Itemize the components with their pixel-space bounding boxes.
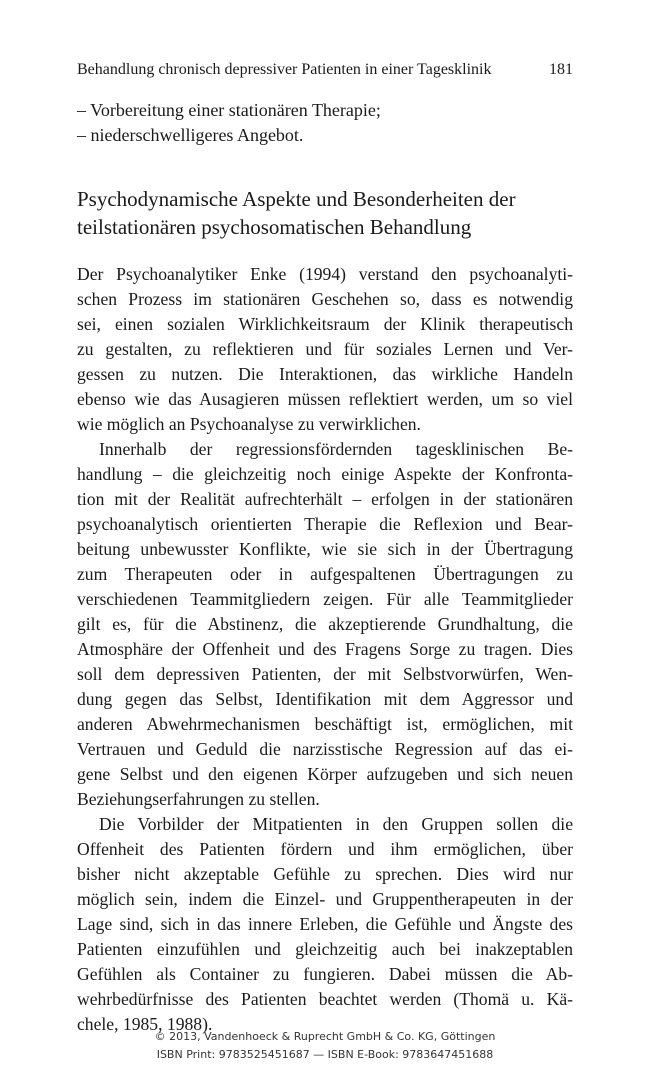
text-line: anderen Abwehrmechanismen beschäftigt ist, ermöglichen, mit bbox=[77, 714, 573, 734]
text-line: möglich sein, indem die Einzel- und Gruppentherapeuten in der bbox=[77, 889, 573, 909]
text-line: dung gegen das Selbst, Identifikation mit dem Aggressor und bbox=[77, 689, 573, 709]
text-line: beitung unbewusster Konflikte, wie sie sich in der Übertragung bbox=[77, 539, 573, 559]
bullet-list bbox=[77, 98, 573, 148]
text-line: verschiedenen Teammitgliedern zeigen. Für alle Teammitglieder bbox=[77, 589, 573, 609]
text-line: soll dem depressiven Patienten, der mit Selbstvorwürfen, Wen- bbox=[77, 664, 573, 684]
text-line: psychoanalytisch orientierten Therapie die Reflexion und Bear- bbox=[77, 514, 573, 534]
text-line: Vertrauen und Geduld die narzisstische Regression auf das ei- bbox=[77, 739, 573, 759]
text-line: Die Vorbilder der Mitpatienten in den Gruppen sollen die bbox=[99, 814, 573, 834]
text-line: Lage sind, sich in das innere Erleben, die Gefühle und Ängste des bbox=[77, 914, 573, 934]
text-line: Patienten einzufühlen und gleichzeitig auch bei inakzeptablen bbox=[77, 939, 573, 959]
list-item: – niederschwelligeres Angebot. bbox=[77, 125, 304, 145]
text-line: zu gestalten, zu reflektieren und für soziales Lernen und Ver- bbox=[77, 339, 573, 359]
text-line: gene Selbst und den eigenen Körper aufzugeben und sich neuen bbox=[77, 764, 573, 784]
text-line: Offenheit des Patienten fördern und ihm ermöglichen, über bbox=[77, 839, 573, 859]
text-line: sei, einen sozialen Wirklichkeitsraum der Klinik therapeutisch bbox=[77, 314, 573, 334]
text-line: tion mit der Realität aufrechterhält – erfolgen in der stationären bbox=[77, 489, 573, 509]
section-heading-line: Psychodynamische Aspekte und Besonderheiten der bbox=[77, 187, 516, 211]
text-line: bisher nicht akzeptable Gefühle zu sprechen. Dies wird nur bbox=[77, 864, 573, 884]
text-line: gessen zu nutzen. Die Interaktionen, das wirkliche Handeln bbox=[77, 364, 573, 384]
text-line: Beziehungserfahrungen zu stellen. bbox=[77, 789, 320, 809]
text-line: Innerhalb der regressionsfördernden tagesklinischen Be- bbox=[99, 439, 573, 459]
section-heading bbox=[77, 185, 573, 241]
text-line: wie möglich an Psychoanalyse zu verwirklichen. bbox=[77, 414, 421, 434]
section-heading-line: teilstationären psychosomatischen Behandlung bbox=[77, 215, 472, 239]
text-line: gilt es, für die Abstinenz, die akzeptierende Grundhaltung, die bbox=[77, 614, 573, 634]
text-line: Atmosphäre der Offenheit und des Fragens Sorge zu tragen. Dies bbox=[77, 639, 573, 659]
text-line: ebenso wie das Ausagieren müssen reflektiert werden, um so viel bbox=[77, 389, 573, 409]
text-line: zum Therapeuten oder in aufgespaltenen Übertragungen zu bbox=[77, 564, 573, 584]
isbn-line: ISBN Print: 9783525451687 — ISBN E-Book: 9783647451688 bbox=[156, 1048, 494, 1061]
running-head-title: Behandlung chronisch depressiver Patienten in einer Tagesklinik bbox=[77, 61, 492, 78]
page-footer bbox=[0, 1028, 650, 1064]
text-line: Gefühlen als Container zu fungieren. Dabei müssen die Ab- bbox=[77, 964, 573, 984]
list-item: – Vorbereitung einer stationären Therapie; bbox=[77, 100, 381, 120]
text-line: chele, 1985, 1988). bbox=[77, 1014, 213, 1034]
text-line: schen Prozess im stationären Geschehen so, dass es notwendig bbox=[77, 289, 573, 309]
text-line: handlung – die gleichzeitig noch einige Aspekte der Konfronta- bbox=[77, 464, 573, 484]
text-line: Der Psychoanalytiker Enke (1994) verstand den psychoanalyti- bbox=[77, 264, 573, 284]
copyright-line: © 2013, Vandenhoeck & Ruprecht GmbH & Co. KG, Göttingen bbox=[154, 1030, 496, 1043]
page-number: 181 bbox=[549, 61, 573, 78]
text-line: wehrbedürfnisse des Patienten beachtet werden (Thomä u. Kä- bbox=[77, 989, 573, 1009]
body-text bbox=[77, 262, 573, 1037]
